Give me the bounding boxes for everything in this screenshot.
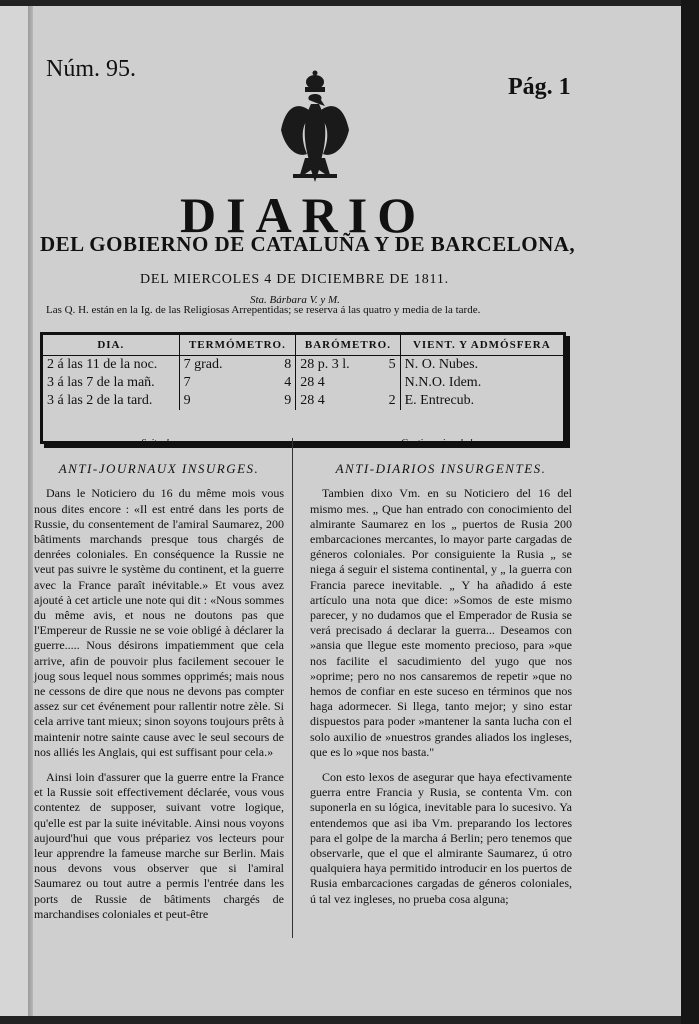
saint-of-day: Sta. Bárbara V. y M. [250, 294, 340, 306]
header-viento: VIENT. Y ADMÓSFERA [400, 335, 563, 356]
cell-bar: 28 4 2 [296, 392, 400, 410]
spanish-heading: ANTI-DIARIOS INSURGENTES. [335, 461, 547, 477]
masthead-subtitle: DEL GOBIERNO DE CATALUÑA Y DE BARCELONA, [40, 232, 576, 256]
cell-viento: N. O. Nubes. [400, 356, 563, 375]
cell-dia: 3 á las 7 de la mañ. [47, 375, 155, 390]
spanish-column [310, 436, 572, 917]
french-column [34, 436, 284, 932]
french-kicker: Suite des [141, 438, 177, 449]
cell-term: 7 4 [179, 374, 296, 392]
cell-viento: N.N.O. Idem. [400, 374, 563, 392]
issue-number: Núm. 95. [46, 56, 136, 82]
cell-bar: 28 4 [296, 374, 400, 392]
cell-dia: 2 á las 11 de la noc. [47, 357, 158, 372]
table-row [43, 392, 563, 410]
header-barometro: BARÓMETRO. [296, 335, 400, 356]
french-heading: ANTI-JOURNAUX INSURGES. [58, 461, 260, 477]
header-termometro: TERMÓMETRO. [179, 335, 296, 356]
religious-notice: Las Q. H. están en la Ig. de las Religiosas Arrepentidas; se reserva á las quatro y media de la tarde. [46, 304, 481, 316]
page-number: Pág. 1 [508, 74, 571, 100]
cell-dia: 3 á las 2 de la tard. [47, 393, 153, 408]
cell-bar: 28 p. 3 l. 5 [296, 356, 400, 375]
cell-viento: E. Entrecub. [400, 392, 563, 410]
spanish-paragraph-2: Con esto lexos de asegurar que haya efectivamente guerra entre Francia y Rusia, se contenta Vm. con suponerla en su lógica, inevitable para lo sucesivo. Ya entendemos que asi iba Vm. preparando los lectores para el golpe de la marcha á Berlin; pero tenemos que observarle, que el que el almirante Saumarez, ú otro qualquiera haya permitido introducir en los puertos de Rusia embarcaciones cargadas de géneros coloniales, ú tal vez ingleses, no prueba cosa alguna; [310, 770, 572, 906]
spanish-paragraph-1: Tambien dixo Vm. en su Noticiero del 16 del mismo mes. „ Que han entrado con conocimiento del almirante Saumarez en los „ puertos de Rusia 200 embarcaciones mercantes, lo mayor parte cargadas de géneros coloniales. Por consiguiente la Rusia „ se niega á seguir el sistema continental, y „ la guerra con Francia parece inevitable. „ Y ha añadido á este artículo una nota que dice: »Somos de este mismo parecer, y no dudamos que el Emperador de Rusia se verá precisado á declarar la guerra... Deseamos con »ansia que llegue este momento precioso, para »que nos facilite el sacudimiento del yugo que nos »oprime; pero no nos cansaremos de repetir »que no hemos de confiar en este suceso en términos que nos haga adormecer. Si llega, tanto mejor; y sino estar dispuestos para poder »mantener la santa lucha con el solo auxilio de »nuestros grandes aliados los ingleses, que es lo »que nos basta." [310, 486, 572, 759]
cell-term: 7 grad. 8 [179, 356, 296, 375]
weather-table [40, 332, 566, 444]
french-paragraph-1: Dans le Noticiero du 16 du même mois vous nous dites encore : «Il est entré dans les ports de Russie, du consentement de l'amiral Saumarez, 200 bâtiments marchands presque tous chargés de denrées coloniales. En conséquence la Russie ne veut pas suivre le système du continent, et la guerre avec la France paraît inévitable.» Et vous avez ajouté à cet article une note qui dit : «Nous sommes du même avis, et nous ne doutons pas que l'Empereur de Russie ne se voie obligé à déclarer la guerre..... Nous désirons impatiemment que cela arrive, afin de pouvoir plus facilement secouer le joug sous lequel nous sommes opprimés; mais nous ne cessons de dire que nous ne devons pas compter assez sur cet événement pour rallentir notre zèle. Si cela arrive tant mieux; sinon soyons toujours prêts à maintenir notre sainte cause avec le seul secours de nos alliés les Anglais, qui est suffisant pour cela.» [34, 486, 284, 759]
table-row [43, 374, 563, 392]
imperial-eagle-emblem-icon [275, 70, 355, 190]
right-page-edge [681, 0, 699, 1024]
spanish-kicker: Continuacion de los [400, 438, 482, 449]
table-row [43, 356, 563, 375]
header-dia: DIA. [43, 335, 179, 356]
cell-term: 9 9 [179, 392, 296, 410]
masthead-title: DIARIO [180, 187, 427, 243]
issue-date: DEL MIERCOLES 4 DE DICIEMBRE DE 1811. [140, 272, 449, 287]
column-divider [292, 438, 293, 938]
french-paragraph-2: Ainsi loin d'assurer que la guerre entre la France et la Russie soit effectivement déclarée, vous vous contentez de supposer, suivant votre logique, qu'elle est par la suite inévitable. Ainsi nous voyons aujourd'hui que vous prépariez vos lecteurs pour leur apprendre la fameuse marche sur Berlin. Mais nous devons vous observer que si l'amiral Saumarez ou tout autre a permis l'entrée dans les ports de Russie de bâtiments chargés de marchandises coloniales et peut-être [34, 770, 284, 921]
